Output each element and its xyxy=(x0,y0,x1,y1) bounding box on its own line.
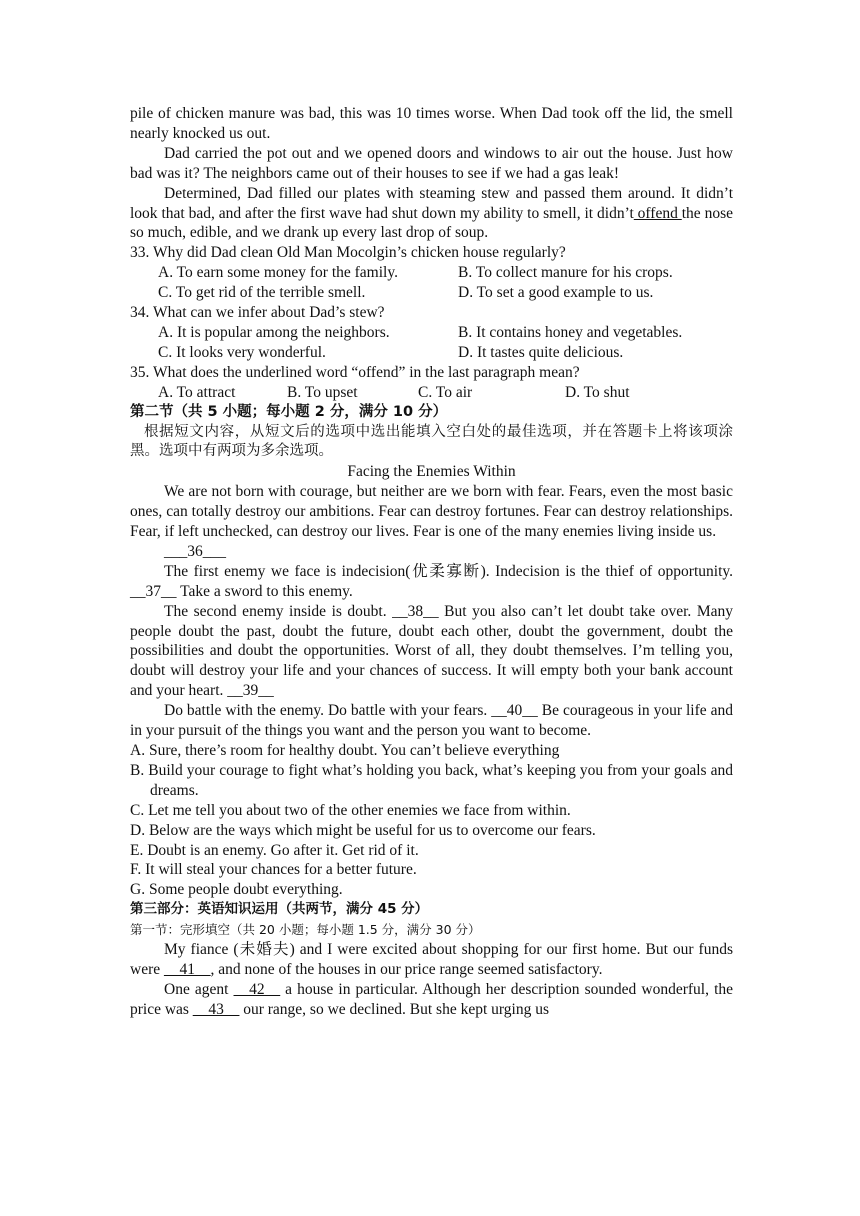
document-page xyxy=(130,104,733,1020)
option: A. To earn some money for the family. xyxy=(158,264,398,282)
passage-paragraph: Dad carried the pot out and we opened doors and windows to air out the house. Just how bad was it? The neighbors came out of their houses to see if we had a gas leak! xyxy=(130,144,733,182)
passage-last-paragraph xyxy=(130,184,733,244)
answer-option: C. Let me tell you about two of the other enemies we face from within. xyxy=(130,801,571,819)
section-heading: 第二节（共 5 小题；每小题 2 分，满分 10 分） xyxy=(130,403,448,420)
answer-option: G. Some people doubt everything. xyxy=(130,881,343,899)
blank-43: __43__ xyxy=(192,1000,240,1018)
text-run: , and none of the houses in our price range seemed satisfactory. xyxy=(210,960,603,978)
option: A. To attract xyxy=(158,383,236,401)
question-stem: 34. What can we infer about Dad’s stew? xyxy=(130,304,385,322)
option-row xyxy=(130,323,733,343)
cloze-paragraph xyxy=(130,980,733,1020)
question-stem: 33. Why did Dad clean Old Man Mocolgin’s chicken house regularly? xyxy=(130,244,566,262)
option: B. It contains honey and vegetables. xyxy=(458,323,683,341)
blank-36: ___36___ xyxy=(164,542,226,560)
option: D. To shut xyxy=(565,383,630,401)
answer-option: D. Below are the ways which might be useful for us to overcome our fears. xyxy=(130,821,596,839)
option-row xyxy=(130,383,733,403)
option: D. It tastes quite delicious. xyxy=(458,343,624,361)
option: D. To set a good example to us. xyxy=(458,284,654,302)
section-instructions: 根据短文内容，从短文后的选项中选出能填入空白处的最佳选项，并在答题卡上将该项涂黑。选项中有两项为多余选项。 xyxy=(130,423,733,460)
answer-option: E. Doubt is an enemy. Go after it. Get rid of it. xyxy=(130,841,419,859)
option: C. To air xyxy=(418,383,473,401)
passage-paragraph: Do battle with the enemy. Do battle with your fears. __40__ Be courageous in your life and in your pursuit of the things you want and the person you want to become. xyxy=(130,702,733,740)
blank-41: __41__ xyxy=(164,960,211,978)
text-run: Determined, Dad filled our plates with steaming stew and passed them around. It didn’t look that bad, and after the first wave had shut down my ability to smell, it didn’t xyxy=(130,184,733,222)
text-run: the nose so much, edible, and we drank up every last drop of soup. xyxy=(130,204,733,242)
text-run: our range, so we declined. But she kept urging us xyxy=(239,1000,549,1018)
blank-42: __42__ xyxy=(233,980,281,998)
text-run: One agent xyxy=(164,980,234,998)
underlined-word: offend xyxy=(633,204,682,222)
passage-paragraph: The first enemy we face is indecision(优柔寡断). Indecision is the thief of opportunity. __37__ Take a sword to this enemy. xyxy=(130,562,733,600)
passage-paragraph: pile of chicken manure was bad, this was 10 times worse. When Dad took off the lid, the smell nearly knocked us out. xyxy=(130,105,733,142)
question-stem: 35. What does the underlined word “offend” in the last paragraph mean? xyxy=(130,363,580,381)
passage-paragraph: The second enemy inside is doubt. __38__ But you also can’t let doubt take over. Many people doubt the past, doubt the future, doubt each other, doubt the government, doubt the possibilities and doubt the opportunities. Worst of all, they doubt themselves. I’m telling you, doubt will destroy your life and your chances of success. It will empty both your bank account and your heart. __39__ xyxy=(130,602,733,700)
text-run: My fiance (未婚夫) and I were excited about shopping for our first home. But our funds were xyxy=(130,941,733,978)
cloze-paragraph xyxy=(130,940,733,980)
option: B. To upset xyxy=(287,383,358,401)
option-row xyxy=(130,343,733,363)
part-subheading: 第一节：完形填空（共 20 小题；每小题 1.5 分，满分 30 分） xyxy=(130,922,481,938)
option-row xyxy=(130,263,733,283)
passage-title: Facing the Enemies Within xyxy=(347,463,516,481)
answer-option: F. It will steal your chances for a better future. xyxy=(130,861,417,879)
option-row xyxy=(130,283,733,303)
passage-paragraph: We are not born with courage, but neither are we born with fear. Fears, even the most basic ones, can totally destroy our ambitions. Fear can destroy fortunes. Fear can destroy relationships. Fear, if left unchecked, can destroy our lives. Fear is one of the many enemies living inside us. xyxy=(130,483,733,541)
answer-option: A. Sure, there’s room for healthy doubt. You can’t believe everything xyxy=(130,742,560,759)
option: A. It is popular among the neighbors. xyxy=(158,323,390,341)
option: B. To collect manure for his crops. xyxy=(458,264,673,282)
option: C. It looks very wonderful. xyxy=(158,343,326,361)
answer-option: B. Build your courage to fight what’s holding you back, what’s keeping you from your goals and dreams. xyxy=(130,761,733,799)
part-heading: 第三部分：英语知识运用（共两节，满分 45 分） xyxy=(130,901,429,918)
text-run: a house in particular. Although her description sounded wonderful, the price was xyxy=(130,980,734,1018)
option: C. To get rid of the terrible smell. xyxy=(158,284,366,302)
